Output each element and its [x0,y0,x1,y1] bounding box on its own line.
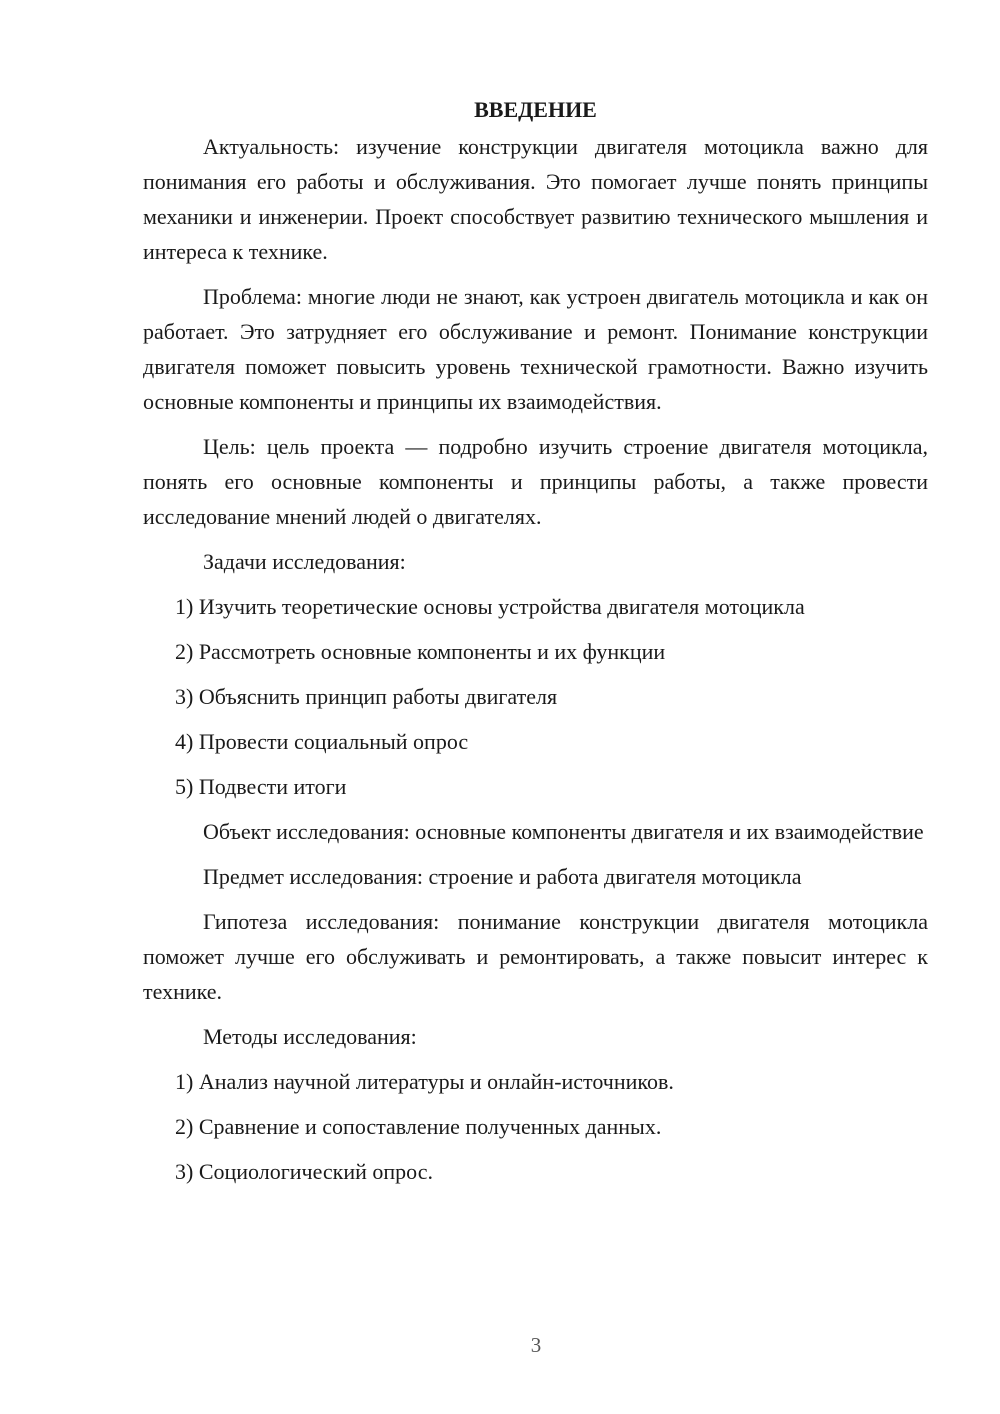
tasks-list-item: 3) Объяснить принцип работы двигателя [175,684,558,709]
tasks-heading: Задачи исследования: [203,549,406,574]
tasks-list-item: 4) Провести социальный опрос [175,729,469,754]
tasks-list-item: 1) Изучить теоретические основы устройства двигателя мотоцикла [175,594,805,619]
object-paragraph: Объект исследования: основные компоненты двигателя и их взаимодействие [203,819,924,844]
page-number: 3 [530,1333,542,1357]
tasks-list [143,589,928,804]
methods-list-item: 2) Сравнение и сопоставление полученных данных. [175,1114,662,1139]
relevance-paragraph: Актуальность: изучение конструкции двигателя мотоцикла важно для понимания его работы и обслуживания. Это помогает лучше понять принципы механики и инженерии. Проект способствует развитию технического мышления и интереса к технике. [143,134,928,264]
page-content [143,92,928,1199]
tasks-list-item: 2) Рассмотреть основные компоненты и их функции [175,639,666,664]
page-title: ВВЕДЕНИЕ [474,97,597,122]
methods-list-item: 1) Анализ научной литературы и онлайн-источников. [175,1069,674,1094]
problem-paragraph: Проблема: многие люди не знают, как устроен двигатель мотоцикла и как он работает. Это затрудняет его обслуживание и ремонт. Понимание конструкции двигателя поможет повысить уровень технической грамотности. Важно изучить основные компоненты и принципы их взаимодействия. [143,284,928,414]
methods-list-item: 3) Социологический опрос. [175,1159,433,1184]
tasks-list-item: 5) Подвести итоги [175,774,347,799]
methods-heading: Методы исследования: [203,1024,417,1049]
hypothesis-paragraph: Гипотеза исследования: понимание конструкции двигателя мотоцикла поможет лучше его обслуживать и ремонтировать, а также повысит интерес к технике. [143,909,928,1004]
goal-paragraph: Цель: цель проекта — подробно изучить строение двигателя мотоцикла, понять его основные компоненты и принципы работы, а также провести исследование мнений людей о двигателях. [143,434,928,529]
subject-paragraph: Предмет исследования: строение и работа двигателя мотоцикла [203,864,802,889]
methods-list [143,1064,928,1189]
